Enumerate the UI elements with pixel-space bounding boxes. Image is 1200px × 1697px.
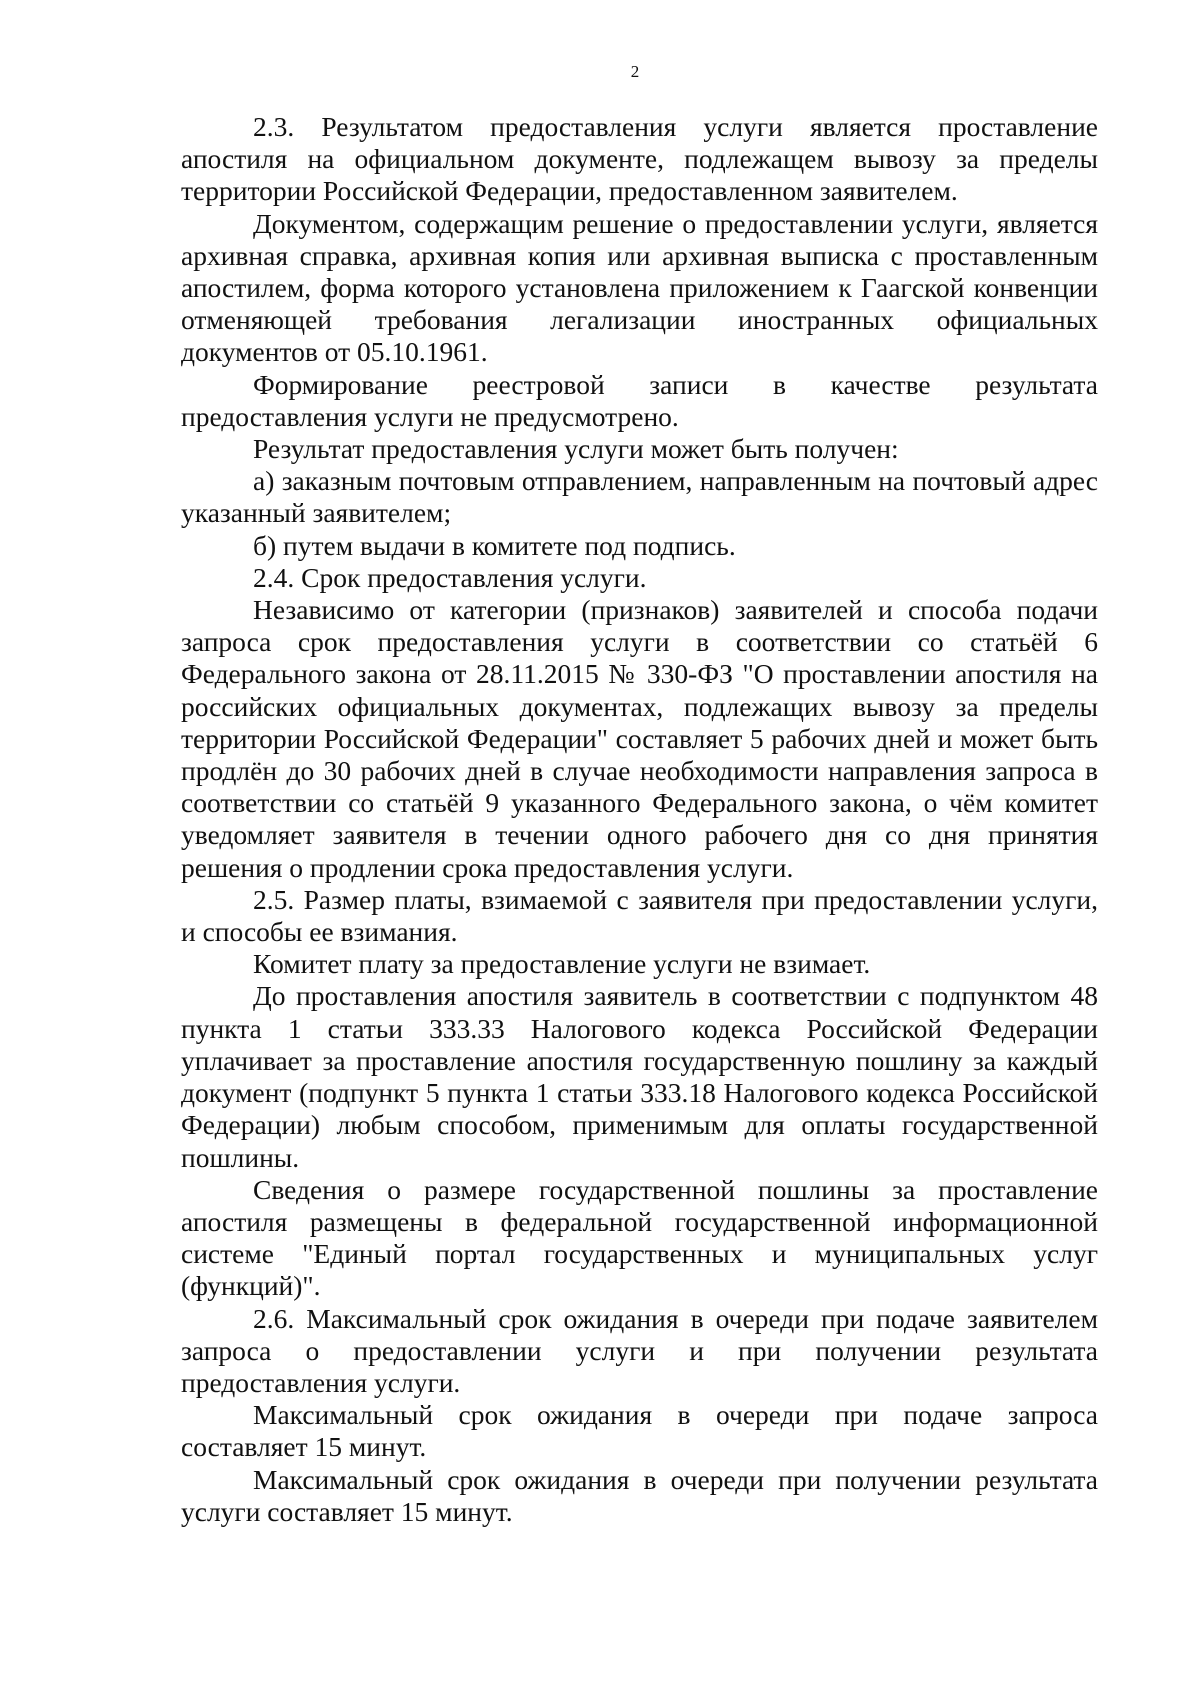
paragraph-option-a: а) заказным почтовым отправлением, направленным на почтовый адрес указанный заявителем;: [181, 465, 1098, 529]
paragraph-wait-result: Максимальный срок ожидания в очереди при получении результата услуги составляет 15 минут.: [181, 1463, 1098, 1527]
paragraph-service-term: Независимо от категории (признаков) заявителей и способа подачи запроса срок предоставления услуги в соответствии со статьёй 6 Федерального закона от 28.11.2015 № 330-ФЗ "О проставлении апостиля на российских официальных документах, подлежащих вывозу за пределы территории Российской Федерации" составляет 5 рабочих дней и может быть продлён до 30 рабочих дней в случае необходимости направления запроса в соответствии со статьёй 9 указанного Федерального закона, о чём комитет уведомляет заявителя в течении одного рабочего дня со дня принятия решения о продлении срока предоставления услуги.: [181, 594, 1098, 883]
paragraph-2-5: 2.5. Размер платы, взимаемой с заявителя при предоставлении услуги, и способы ее взимания.: [181, 883, 1098, 948]
paragraph-registry-record: Формирование реестровой записи в качестве результата предоставления услуги не предусмотрено.: [181, 368, 1098, 432]
paragraph-option-b: б) путем выдачи в комитете под подпись.: [253, 529, 736, 561]
paragraph-duty-info: Сведения о размере государственной пошлины за проставление апостиля размещены в федеральной государственной информационной системе "Единый портал государственных и муниципальных услуг (функций)".: [181, 1173, 1098, 1302]
paragraph-no-fee: Комитет плату за предоставление услуги не взимает.: [253, 948, 871, 980]
paragraph-result-document: Документом, содержащим решение о предоставлении услуги, является архивная справка, архивная копия или архивная выписка с проставленным апостилем, форма которого установлена приложением к Гаагской конвенции отменяющей требования легализации иностранных официальных документов от 05.10.1961.: [181, 207, 1098, 368]
document-body: [181, 111, 1098, 1528]
paragraph-2-3: 2.3. Результатом предоставления услуги является проставление апостиля на официальном документе, подлежащем вывозу за пределы территории Российской Федерации, предоставленном заявителем.: [181, 111, 1098, 207]
paragraph-2-6: 2.6. Максимальный срок ожидания в очереди при подаче заявителем запроса о предоставлении услуги и при получении результата предоставления услуги.: [181, 1302, 1098, 1398]
paragraph-2-4: 2.4. Срок предоставления услуги.: [253, 561, 647, 593]
paragraph-wait-request: Максимальный срок ожидания в очереди при подаче запроса составляет 15 минут.: [181, 1399, 1098, 1463]
page-number: 2: [630, 62, 640, 81]
paragraph-state-duty: До проставления апостиля заявитель в соответствии с подпунктом 48 пункта 1 статьи 333.33 Налогового кодекса Российской Федерации уплачивает за проставление апостиля государственную пошлину за каждый документ (подпункт 5 пункта 1 статьи 333.18 Налогового кодекса Российской Федерации) любым способом, применимым для оплаты государственной пошлины.: [181, 980, 1098, 1173]
paragraph-result-receipt: Результат предоставления услуги может быть получен:: [253, 433, 899, 465]
